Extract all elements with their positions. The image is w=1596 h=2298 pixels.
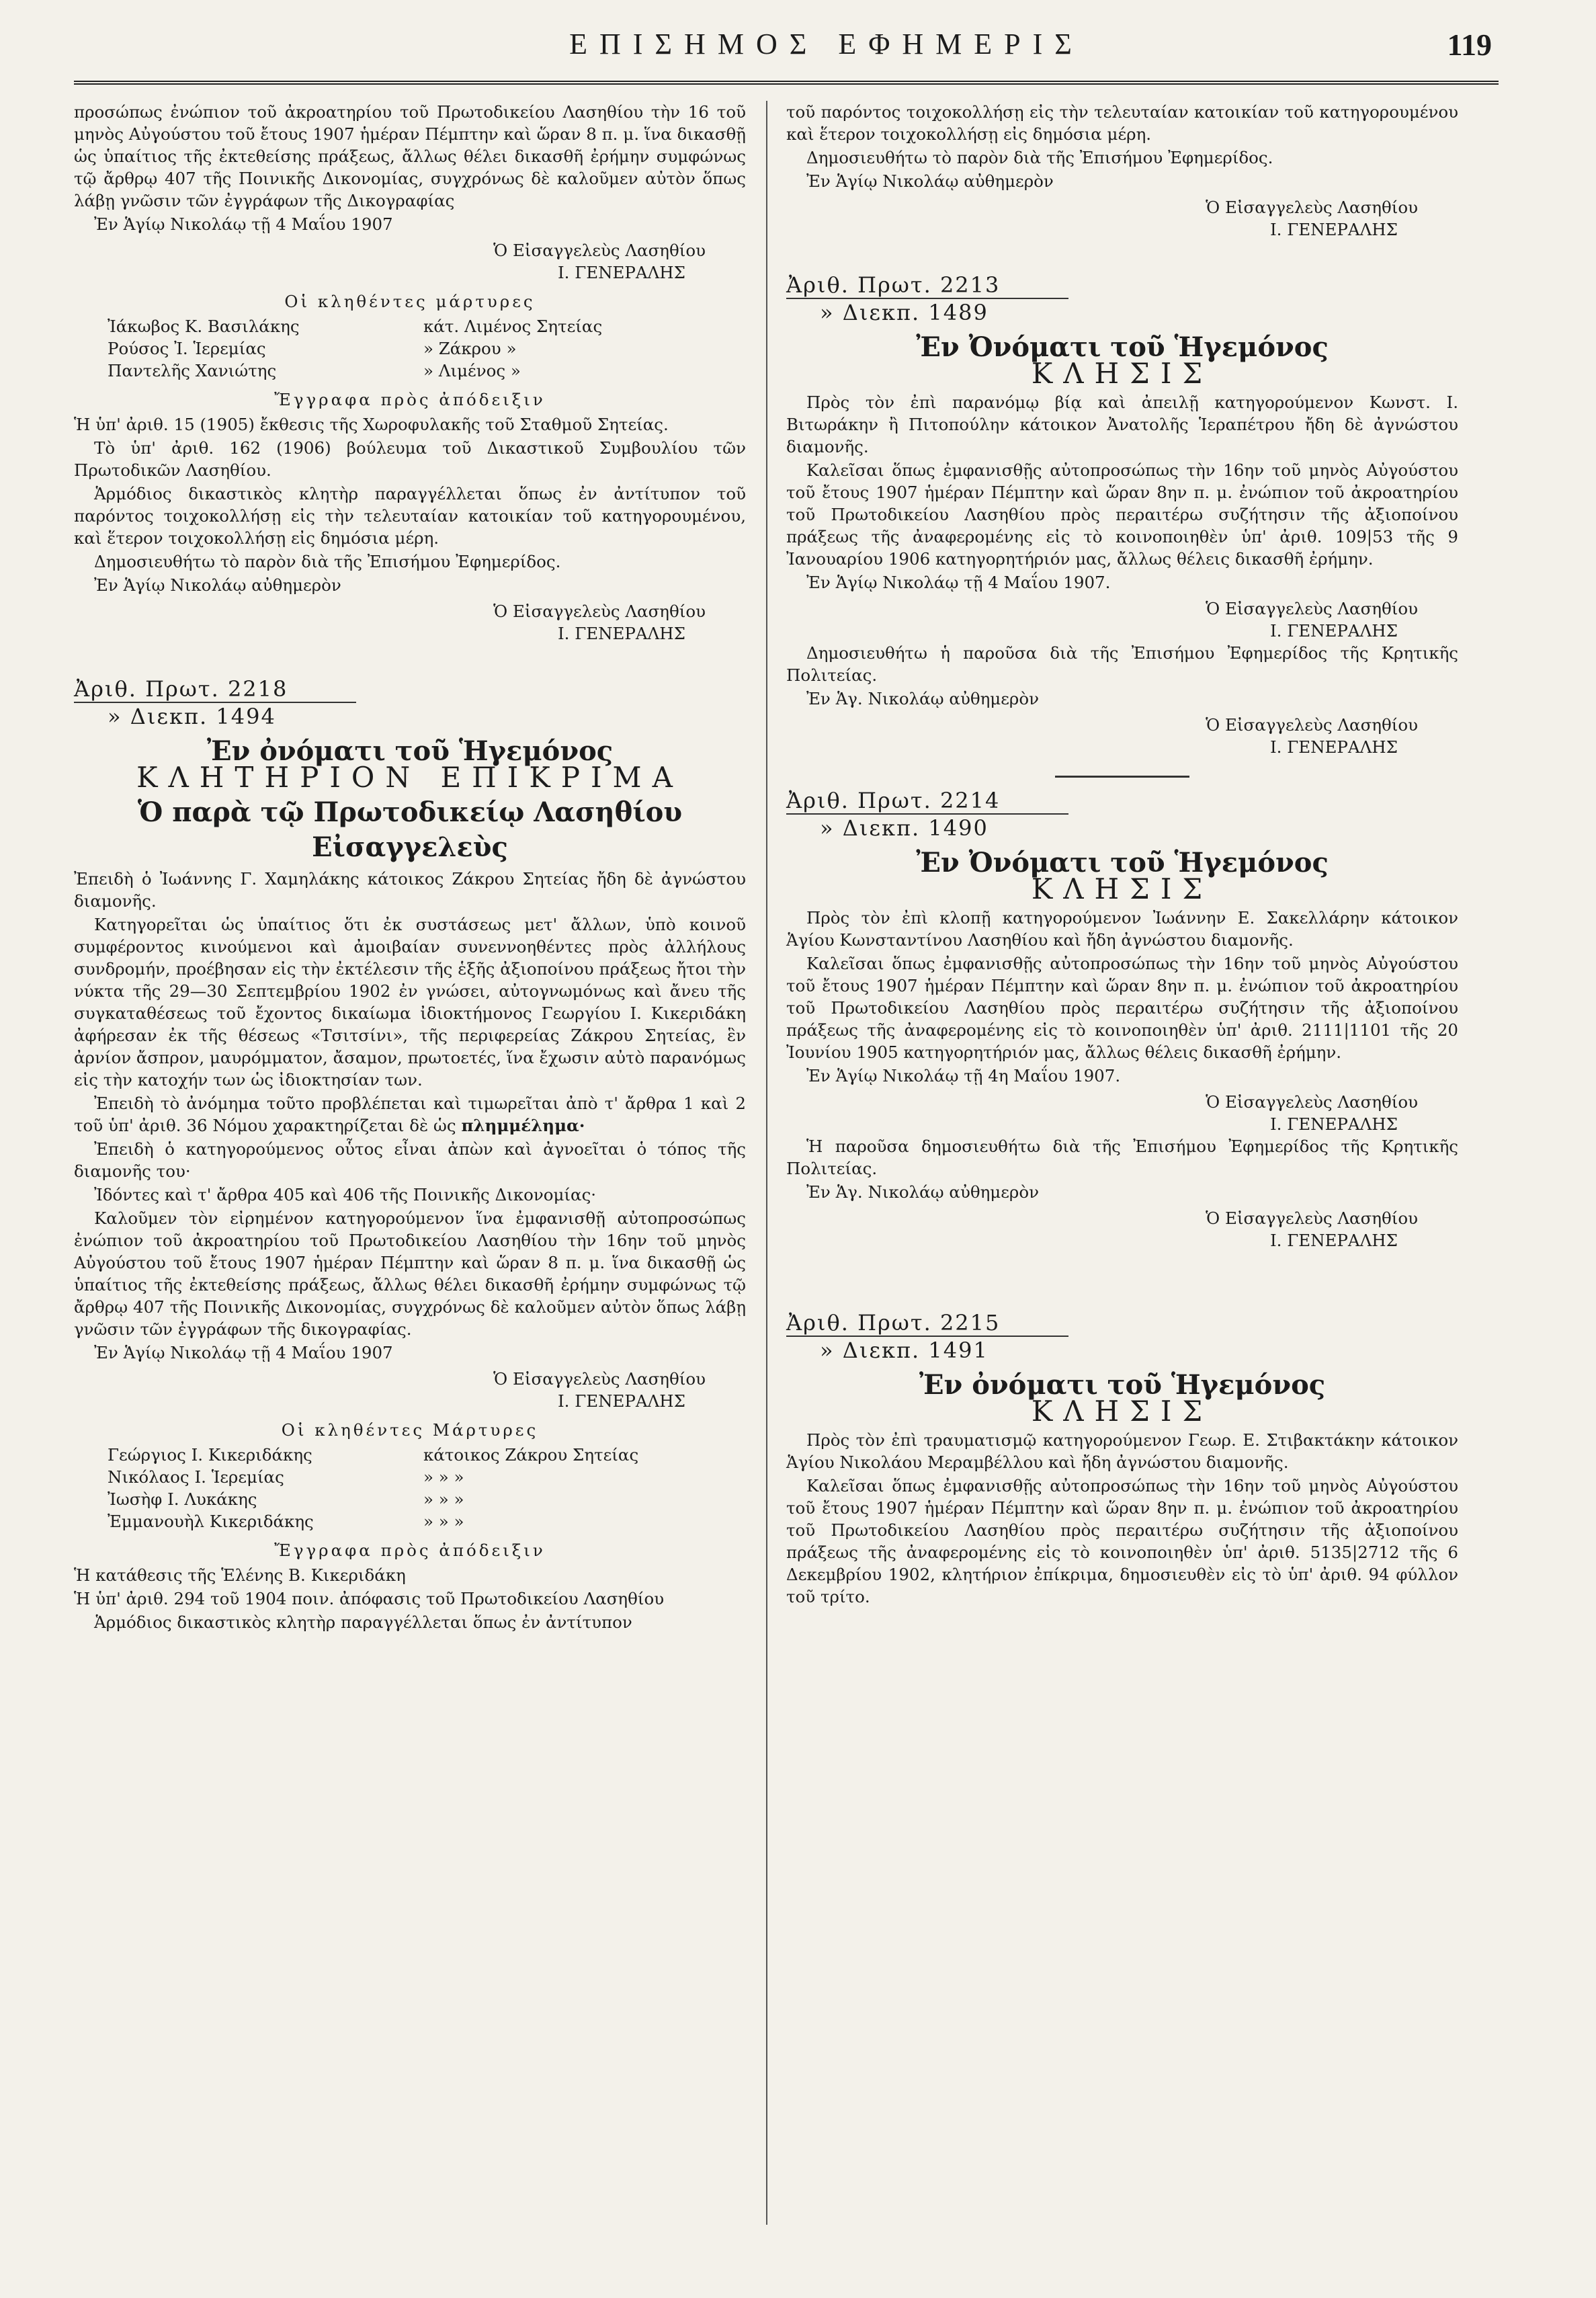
body-paragraph — [74, 1092, 746, 1137]
witness-name: Γεώργιος Ι. Κικεριδάκης — [108, 1445, 312, 1465]
witnesses-title: Οἱ κληθέντες Μάρτυρες — [281, 1420, 539, 1440]
protocol-underline — [786, 298, 1068, 299]
signature-role: Ὁ Εἰσαγγελεὺς Λασηθίου — [1206, 198, 1418, 217]
signature-name: Ι. ΓΕΝΕΡΑΛΗΣ — [1269, 737, 1398, 757]
dispatch-number: » Διεκπ. 1490 — [820, 815, 989, 841]
document-kind: ΚΛΗΣΙΣ — [1031, 357, 1214, 390]
protocol-number: Ἀριθ. Πρωτ. 2215 — [786, 1310, 1001, 1336]
bailiff-order: Ἁρμόδιος δικαστικὸς κλητὴρ παραγγέλλεται ὅπως ἐν ἀντίτυπον τοῦ παρόντος τοιχοκολλήσῃ εἰς τὴν τελευταίαν κατοικίαν τοῦ κατηγορουμένου, καὶ ἕτερον τοιχοκολλήσῃ εἰς δημόσια μέρη. — [74, 484, 746, 548]
invocation-heading: Ἐν ὀνόματι τοῦ Ἡγεμόνος — [206, 735, 614, 767]
witness-name: Ἐμμανουὴλ Κικεριδάκης — [108, 1512, 314, 1531]
witness-row — [74, 360, 746, 382]
dispatch-number: » Διεκπ. 1494 — [108, 704, 276, 729]
witness-name: Ρούσος Ἰ. Ἱερεμίας — [108, 339, 266, 358]
signature-role: Ὁ Εἰσαγγελεὺς Λασηθίου — [1206, 1208, 1418, 1228]
witness-place: κάτοικος Ζάκρου Σητείας — [423, 1445, 639, 1465]
witness-row — [74, 1444, 746, 1466]
witness-place: » Λιμένος » — [423, 361, 521, 380]
left-column — [74, 101, 746, 1635]
body-paragraph: Πρὸς τὸν ἐπὶ τραυματισμῷ κατηγορούμενον Γεωρ. Ε. Στιβακτάκην κάτοικον Ἁγίου Νικολάου Μεραμβέλλου καὶ ἤδη ἀγνώστου διαμονῆς. — [786, 1430, 1458, 1472]
body-paragraph: Ἐπειδὴ ὁ κατηγορούμενος οὗτος εἶναι ἀπὼν καὶ ἀγνοεῖται ὁ τόπος τῆς διαμονῆς του· — [74, 1139, 746, 1181]
protocol-underline — [786, 1336, 1068, 1337]
publish-order: Δημοσιευθήτω τὸ παρὸν διὰ τῆς Ἐπισήμου Ἐφημερίδος. — [94, 552, 561, 571]
signature-name: Ι. ΓΕΝΕΡΑΛΗΣ — [1269, 1231, 1398, 1250]
signature-name: Ι. ΓΕΝΕΡΑΛΗΣ — [1269, 1114, 1398, 1134]
signature-role: Ὁ Εἰσαγγελεὺς Λασηθίου — [493, 241, 706, 260]
place-date: Ἐν Ἁγίῳ Νικολάῳ τῇ 4 Μαΐου 1907 — [94, 214, 393, 234]
place-date: Ἐν Ἁγ. Νικολάῳ αὐθημερὸν — [806, 1182, 1039, 1202]
protocol-number: Ἀριθ. Πρωτ. 2218 — [74, 676, 288, 702]
protocol-underline — [74, 702, 356, 703]
witness-row — [74, 1466, 746, 1488]
evidence-item: Τὸ ὑπ' ἀριθ. 162 (1906) βούλευμα τοῦ Δικαστικοῦ Συμβουλίου τῶν Πρωτοδικῶν Λασηθίου. — [74, 438, 746, 480]
evidence-title: Ἔγγραφα πρὸς ἀπόδειξιν — [274, 390, 546, 409]
witnesses-title: Οἱ κληθέντες μάρτυρες — [284, 292, 536, 311]
offence-type: πλημμέλημα· — [461, 1116, 585, 1135]
protocol-number: Ἀριθ. Πρωτ. 2213 — [786, 272, 1001, 298]
column-divider — [766, 101, 767, 2225]
evidence-item: Ἡ ὑπ' ἀριθ. 294 τοῦ 1904 ποιν. ἀπόφασις τοῦ Πρωτοδικείου Λασηθίου — [74, 1589, 665, 1608]
place-date: Ἐν Ἁγίῳ Νικολάῳ αὐθημερὸν — [806, 171, 1054, 191]
witness-name: Παντελῆς Χανιώτης — [108, 361, 277, 380]
place-date: Ἐν Ἁγ. Νικολάῳ αὐθημερὸν — [806, 689, 1039, 708]
body-paragraph: Καλεῖσαι ὅπως ἐμφανισθῇς αὐτοπροσώπως τὴν 16ην τοῦ μηνὸς Αὐγούστου τοῦ ἔτους 1907 ἡμέραν Πέμπτην καὶ ὥραν 8ην π. μ. ἐνώπιον τοῦ ἀκροατηρίου τοῦ Πρωτοδικείου Λασηθίου πρὸς περαιτέρω συζήτησιν τῆς ἀξιοποίνου πράξεως τῆς ἀναφερομένης εἰς τὸ κοινοποιηθὲν ὑπ' ἀριθ. 2111|1101 τῆς 20 Ἰουνίου 1905 κατηγορητήριόν μας, ἄλλως θέλεις δικασθῆ ἐρήμην. — [786, 954, 1458, 1062]
witness-row — [74, 1488, 746, 1510]
signature-role: Ὁ Εἰσαγγελεὺς Λασηθίου — [493, 602, 706, 621]
document-kind: ΚΛΗΣΙΣ — [1031, 1395, 1214, 1428]
body-paragraph: Ἐπειδὴ ὁ Ἰωάννης Γ. Χαμηλάκης κάτοικος Ζάκρου Σητείας ἤδη δὲ ἀγνώστου διαμονῆς. — [74, 869, 746, 911]
evidence-item: Ἡ ὑπ' ἀριθ. 15 (1905) ἔκθεσις τῆς Χωροφυλακῆς τοῦ Σταθμοῦ Σητείας. — [74, 415, 669, 434]
court-line: Ὁ παρὰ τῷ Πρωτοδικείῳ Λασηθίου — [137, 796, 683, 828]
witness-place: » » » — [423, 1467, 464, 1487]
body-paragraph: Ἰδόντες καὶ τ' ἄρθρα 405 καὶ 406 τῆς Ποινικῆς Δικονομίας· — [94, 1185, 597, 1204]
witness-row — [74, 1510, 746, 1532]
place-date: Ἐν Ἁγίῳ Νικολάῳ αὐθημερὸν — [94, 575, 341, 595]
running-head — [74, 27, 1499, 85]
document-kind: ΚΛΗΣΙΣ — [1031, 872, 1214, 905]
continued-text: προσώπως ἐνώπιον τοῦ ἀκροατηρίου τοῦ Πρωτοδικείου Λασηθίου τὴν 16 τοῦ μηνὸς Αὐγούστου τοῦ ἔτους 1907 ἡμέραν Πέμπτην καὶ ὥραν 8 π. μ. ἵνα δικασθῇ ὡς ὑπαίτιος τῆς ἐκτεθείσης πράξεως, ἄλλως θέλει δικασθῆ ἐρήμην συμφώνως τῷ ἄρθρῳ 407 τῆς Ποινικῆς Δικονομίας, συγχρόνως δὲ καλοῦμεν αὐτὸν ὅπως λάβῃ γνῶσιν τῶν ἐγγράφων τῆς Δικογραφίας — [74, 102, 746, 210]
body-paragraph: Πρὸς τὸν ἐπὶ κλοπῇ κατηγορούμενον Ἰωάννην Ε. Σακελλάρην κάτοικον Ἁγίου Κωνσταντίνου Λασηθίου καὶ ἤδη ἀγνώστου διαμονῆς. — [786, 908, 1458, 950]
publish-order: Δημοσιευθήτω ἡ παροῦσα διὰ τῆς Ἐπισήμου Ἐφημερίδος τῆς Κρητικῆς Πολιτείας. — [786, 643, 1458, 685]
witness-row — [74, 315, 746, 337]
signature-name: Ι. ΓΕΝΕΡΑΛΗΣ — [557, 624, 685, 643]
protocol-number: Ἀριθ. Πρωτ. 2214 — [786, 788, 1001, 813]
signature-role: Ὁ Εἰσαγγελεὺς Λασηθίου — [1206, 599, 1418, 618]
dispatch-number: » Διεκπ. 1489 — [820, 300, 989, 325]
page-number: 119 — [1447, 28, 1492, 62]
witness-name: Ἰάκωβος Κ. Βασιλάκης — [108, 317, 300, 336]
place-date: Ἐν Ἁγίῳ Νικολάῳ τῇ 4 Μαΐου 1907 — [94, 1343, 393, 1362]
publish-order: Ἡ παροῦσα δημοσιευθήτω διὰ τῆς Ἐπισήμου Ἐφημερίδος τῆς Κρητικῆς Πολιτείας. — [786, 1137, 1458, 1178]
body-paragraph: Καλεῖσαι ὅπως ἐμφανισθῇς αὐτοπροσώπως τὴν 16ην τοῦ μηνὸς Αὐγούστου τοῦ ἔτους 1907 ἡμέραν Πέμπτην καὶ ὥραν 8ην π. μ. ἐνώπιον τοῦ ἀκροατηρίου τοῦ Πρωτοδικείου Λασηθίου πρὸς περαιτέρω συζήτησιν τῆς ἀξιοποίνου πράξεως τῆς ἀναφερομένης εἰς τὸ κοινοποιηθὲν ὑπ' ἀριθ. 5135|2712 τῆς 6 Δεκεμβρίου 1902, κλητήριον ἐπίκριμα, δημοσιευθὲν εἰς τὸ ὑπ' ἀριθ. 94 φύλλον τοῦ τρίτο. — [786, 1476, 1458, 1606]
evidence-title: Ἔγγραφα πρὸς ἀπόδειξιν — [274, 1541, 546, 1560]
witness-place: » » » — [423, 1489, 464, 1509]
signature-role: Ὁ Εἰσαγγελεὺς Λασηθίου — [493, 1369, 706, 1389]
body-paragraph: Καλεῖσαι ὅπως ἐμφανισθῇς αὐτοπροσώπως τὴν 16ην τοῦ μηνὸς Αὐγούστου τοῦ ἔτους 1907 ἡμέραν Πέμπτην καὶ ὥραν 8ην π. μ. ἐνώπιον τοῦ ἀκροατηρίου τοῦ Πρωτοδικείου Λασηθίου πρὸς περαιτέρω συζήτησιν τῆς ἀξιοποίνου πράξεως τῆς ἀναφερομένης εἰς τὸ κοινοποιηθὲν ὑπ' ἀριθ. 109|53 τῆς 9 Ἰανουαρίου 1906 κατηγορητήριόν μας, ἄλλως θέλεις δικασθῆ ἐρήμην. — [786, 460, 1458, 569]
witness-row — [74, 337, 746, 360]
protocol-underline — [786, 813, 1068, 815]
invocation-heading: Ἐν ὀνόματι τοῦ Ἡγεμόνος — [919, 1369, 1326, 1401]
invocation-heading: Ἐν Ὀνόματι τοῦ Ἡγεμόνος — [916, 847, 1329, 878]
newspaper-title: ΕΠΙΣΗΜΟΣ ΕΦΗΜΕΡΙΣ — [569, 28, 1084, 60]
court-line: Εἰσαγγελεὺς — [312, 831, 508, 863]
witness-place: » Ζάκρου » — [423, 339, 517, 358]
bailiff-order: Ἁρμόδιος δικαστικὸς κλητὴρ παραγγέλλεται ὅπως ἐν ἀντίτυπον — [94, 1612, 632, 1632]
section-separator — [1055, 776, 1189, 778]
court-heading — [74, 795, 746, 865]
witness-name: Ἰωσὴφ Ι. Λυκάκης — [108, 1489, 257, 1509]
publish-order: Δημοσιευθήτω τὸ παρὸν διὰ τῆς Ἐπισήμου Ἐφημερίδος. — [806, 148, 1273, 167]
document-kind: ΚΛΗΤΗΡΙΟΝ ΕΠΙΚΡΙΜΑ — [136, 761, 683, 794]
signature-name: Ι. ΓΕΝΕΡΑΛΗΣ — [1269, 220, 1398, 239]
signature-role: Ὁ Εἰσαγγελεὺς Λασηθίου — [1206, 1092, 1418, 1112]
signature-name: Ι. ΓΕΝΕΡΑΛΗΣ — [557, 1391, 685, 1411]
body-text: Ἐπειδὴ τὸ ἀνόμημα τοῦτο προβλέπεται καὶ τιμωρεῖται ἀπὸ τ' ἄρθρα 1 καὶ 2 τοῦ ὑπ' ἀριθ. 36 Νόμου χαρακτηρίζεται δὲ ὡς — [74, 1094, 746, 1135]
witness-place: » » » — [423, 1512, 464, 1531]
signature-name: Ι. ΓΕΝΕΡΑΛΗΣ — [1269, 621, 1398, 641]
dispatch-number: » Διεκπ. 1491 — [820, 1338, 989, 1363]
place-date: Ἐν Ἁγίῳ Νικολάῳ τῇ 4η Μαΐου 1907. — [806, 1066, 1121, 1085]
body-paragraph: Καλοῦμεν τὸν εἰρημένον κατηγορούμενον ἵνα ἐμφανισθῇ αὐτοπροσώπως ἐνώπιον τοῦ ἀκροατηρίου τοῦ Πρωτοδικείου Λασηθίου τὴν 16ην τοῦ μηνὸς Αὐγούστου τοῦ ἔτους 1907 ἡμέραν Πέμπτην καὶ ὥραν 8 π. μ. ἵνα δικασθῇ ὡς ὑπαίτιος τῆς ἐκτεθείσης πράξεως, ἄλλως θέλει δικασθῆ ἐρήμην συμφώνως τῷ ἄρθρῳ 407 τῆς Ποινικῆς Δικονομίας, συγχρόνως δὲ καλοῦμεν αὐτὸν ὅπως λάβῃ γνῶσιν τῶν ἐγγράφων τῆς δικογραφίας. — [74, 1208, 746, 1339]
witness-place: κάτ. Λιμένος Σητείας — [423, 317, 603, 336]
right-column — [786, 101, 1458, 1609]
invocation-heading: Ἐν Ὀνόματι τοῦ Ἡγεμόνος — [916, 331, 1329, 363]
body-paragraph: Κατηγορεῖται ὡς ὑπαίτιος ὅτι ἐκ συστάσεως μετ' ἄλλων, ὑπὸ κοινοῦ συμφέροντος κινούμενοι καὶ ἀμοιβαίαν συνεννοηθέντες πρὸς ἀλλήλους συνδρομήν, προέβησαν εἰς τὴν ἐκτέλεσιν τῆς ἑξῆς ἀξιοποίνου πράξεως ἤτοι τὴν νύκτα τῆς 29—30 Σεπτεμβρίου 1902 ἐν γνώσει, αὐτογνωμόνως καὶ ἄνευ τῆς συγκαταθέσεως τοῦ ἔχοντος δικαίωμα ἰδιοκτήμονος Γεωργίου Ι. Κικεριδάκη ἀφήρεσαν ἐκ τῆς θέσεως «Τσιτσίνι», τῆς περιφερείας Ζάκρου Σητείας, ἓν ἀρνίον ἄσπρον, μαυρόμματον, ἄσαμον, πρωτοετές, ἵνα ἔχωσιν αὐτὸ παρανόμως εἰς τὴν κατοχήν των ὡς ἰδιοκτησίαν των. — [74, 915, 746, 1090]
continued-text: τοῦ παρόντος τοιχοκολλήσῃ εἰς τὴν τελευταίαν κατοικίαν τοῦ κατηγορουμένου καὶ ἕτερον τοιχοκολλήσῃ εἰς δημόσια μέρη. — [786, 102, 1458, 144]
witness-name: Νικόλαος Ι. Ἱερεμίας — [108, 1467, 284, 1487]
body-paragraph: Πρὸς τὸν ἐπὶ παρανόμῳ βίᾳ καὶ ἀπειλῇ κατηγορούμενον Κωνστ. Ι. Βιτωράκην ἢ Πιτοπούλην κάτοικον Ἀνατολῆς Ἱεραπέτρου ἤδη δὲ ἀγνώστου διαμονῆς. — [786, 393, 1458, 456]
signature-name: Ι. ΓΕΝΕΡΑΛΗΣ — [557, 263, 685, 282]
evidence-item: Ἡ κατάθεσις τῆς Ἑλένης Β. Κικεριδάκη — [74, 1565, 406, 1585]
place-date: Ἐν Ἁγίῳ Νικολάῳ τῇ 4 Μαΐου 1907. — [806, 573, 1111, 592]
signature-role: Ὁ Εἰσαγγελεὺς Λασηθίου — [1206, 715, 1418, 735]
